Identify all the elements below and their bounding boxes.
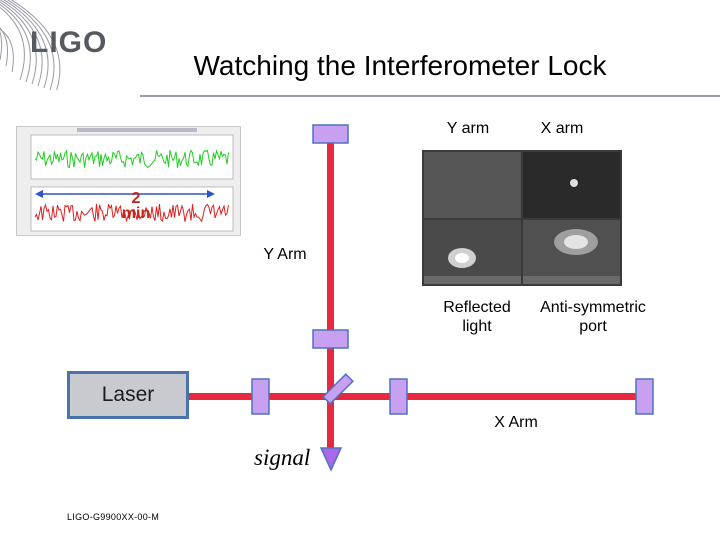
ligo-logo-text: LIGO [30,26,108,59]
signal-beam [327,400,334,450]
y-input-mirror [313,330,348,348]
x-arm-camera-label: X arm [540,120,584,137]
laser-label: Laser [101,383,155,406]
signal-arrow [321,448,341,470]
recycling-mirror [252,379,269,414]
x-input-mirror [390,379,407,414]
y-end-mirror [313,125,348,143]
signal-label: signal [254,445,311,470]
camera-images [422,150,622,286]
y-arm-beam [327,138,334,410]
y-arm-camera-label: Y arm [446,120,490,137]
y-arm-label: Y Arm [263,246,307,263]
slide-title: Watching the Interferometer Lock [193,50,607,81]
x-arm-label: X Arm [494,414,538,431]
x-arm-beam [329,393,645,400]
laser-box [67,371,189,419]
x-end-mirror [636,379,653,414]
time-span-label: 2 min [121,190,151,222]
document-id: LIGO-G9900XX-00-M [67,512,160,522]
reflected-light-label: Reflected light [443,299,511,335]
antisymmetric-port-label: Anti-symmetric port [540,299,646,335]
